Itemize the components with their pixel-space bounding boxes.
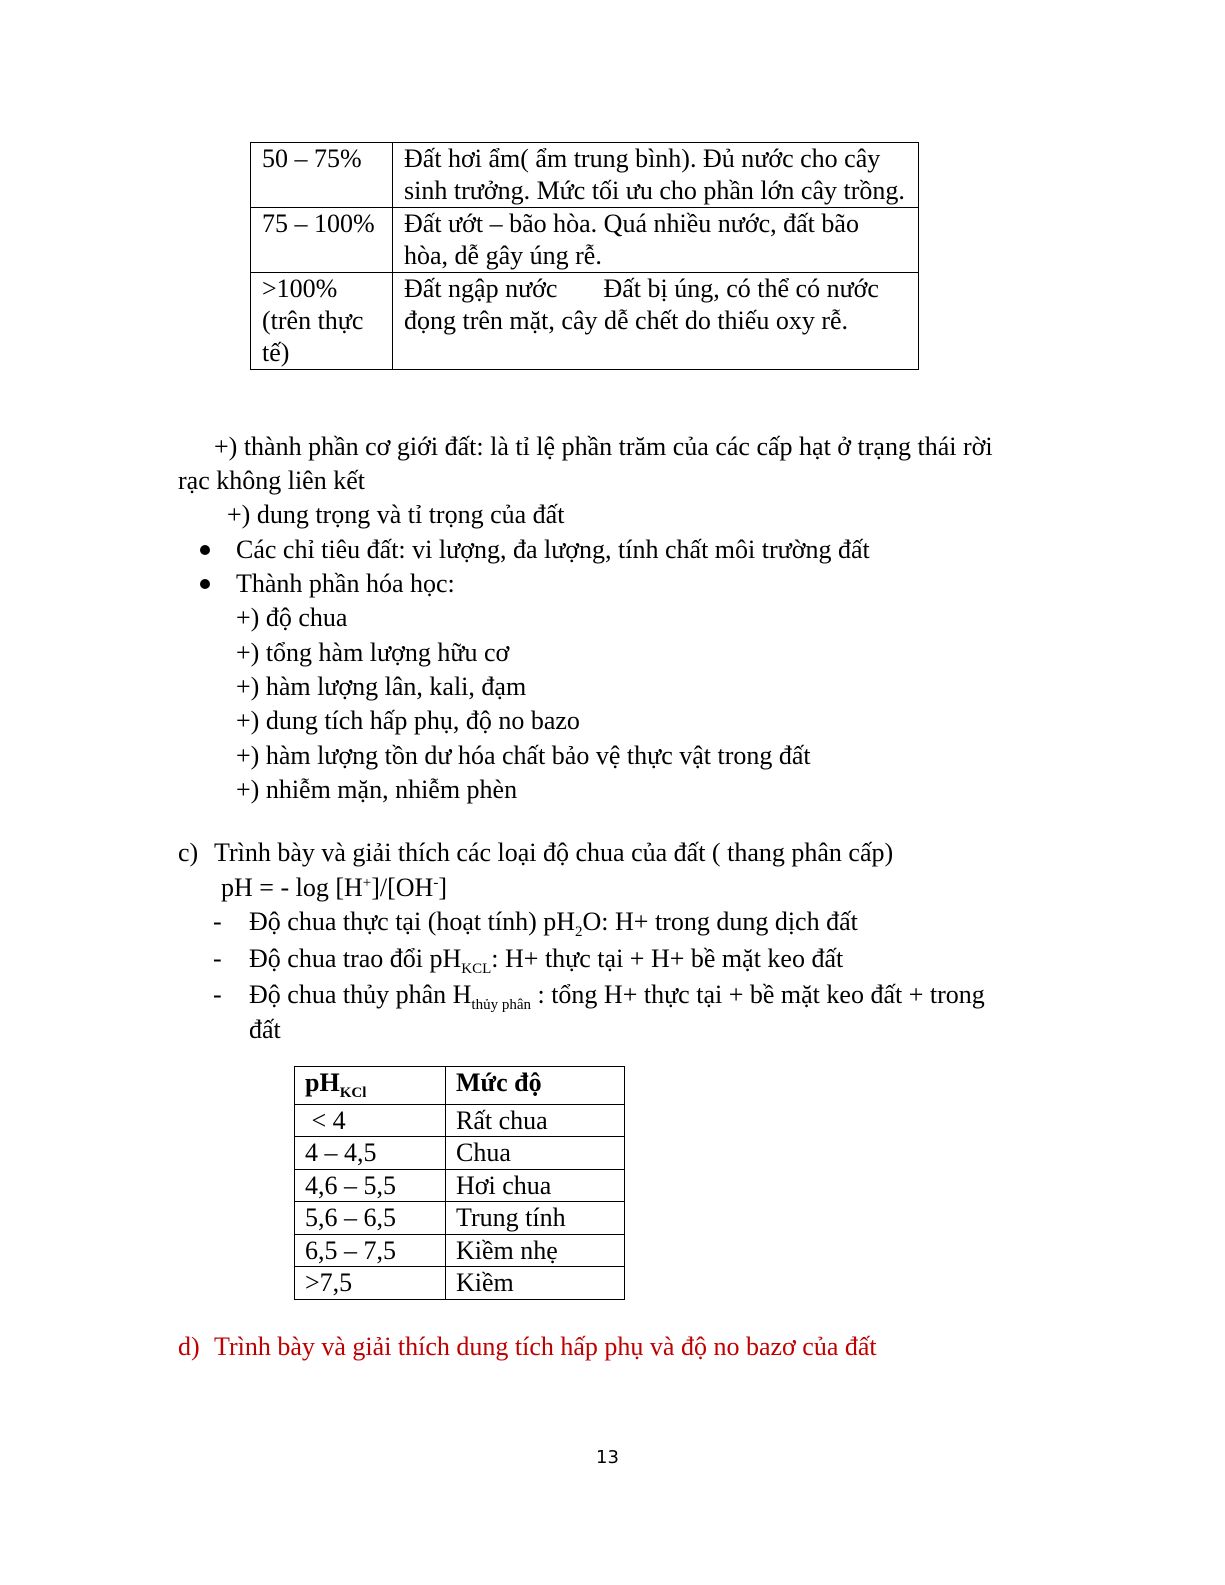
paragraph-line: +) dung trọng và tỉ trọng của đất xyxy=(227,500,565,529)
page-number: 13 xyxy=(596,1447,619,1468)
level-header-cell: Mức độ xyxy=(446,1067,625,1105)
paragraph-line: +) thành phần cơ giới đất: là tỉ lệ phần trăm của các cấp hạt ở trạng thái rời xyxy=(214,432,993,461)
ph-formula: pH = - log [H+]/[OH-] xyxy=(221,873,447,902)
moisture-range-cell: 75 – 100% xyxy=(251,208,393,273)
table-row xyxy=(295,1202,625,1235)
table-row xyxy=(295,1104,625,1137)
ph-cell: < 4 xyxy=(295,1104,446,1137)
level-cell: Trung tính xyxy=(446,1202,625,1235)
list-item: +) hàm lượng lân, kali, đạm xyxy=(236,672,527,701)
section-d-label: d) xyxy=(178,1332,200,1361)
table-row xyxy=(295,1169,625,1202)
list-item: +) nhiễm mặn, nhiễm phèn xyxy=(236,775,518,804)
acidity-item: Độ chua thực tại (hoạt tính) $pH_2O$: H+ trong dung dịch đất xyxy=(249,907,858,940)
ph-table xyxy=(294,1066,625,1300)
moisture-range-cell: >100% (trên thực tế) xyxy=(251,273,393,370)
list-item: +) tổng hàm lượng hữu cơ xyxy=(236,638,510,667)
dash-icon: - xyxy=(213,944,222,973)
dash-icon: - xyxy=(213,907,222,936)
table-header-row xyxy=(295,1067,625,1105)
level-cell: Chua xyxy=(446,1137,625,1170)
list-item: +) dung tích hấp phụ, độ no bazo xyxy=(236,706,580,735)
list-item: +) độ chua xyxy=(236,603,348,632)
ph-cell: 4,6 – 5,5 xyxy=(295,1169,446,1202)
table-row xyxy=(295,1234,625,1267)
list-item: +) hàm lượng tồn dư hóa chất bảo vệ thực vật trong đất xyxy=(236,741,811,770)
moisture-desc-part: Đất bị úng, có thể có nước đọng trên mặt, cây dễ chết do thiếu oxy rễ. xyxy=(404,274,879,335)
ph-cell: 5,6 – 6,5 xyxy=(295,1202,446,1235)
moisture-desc-cell: Đất hơi ẩm( ẩm trung bình). Đủ nước cho cây sinh trưởng. Mức tối ưu cho phần lớn cây trồng. xyxy=(393,143,919,208)
level-cell: Hơi chua xyxy=(446,1169,625,1202)
bullet-icon xyxy=(200,579,210,589)
table-row xyxy=(295,1137,625,1170)
ph-cell: >7,5 xyxy=(295,1267,446,1300)
ph-cell: 6,5 – 7,5 xyxy=(295,1234,446,1267)
moisture-desc-part: Đất ngập nước xyxy=(404,274,558,303)
moisture-desc-cell: Đất ướt – bão hòa. Quá nhiều nước, đất bão hòa, dễ gây úng rễ. xyxy=(393,208,919,273)
moisture-table xyxy=(250,142,919,370)
acidity-item-continuation: đất xyxy=(249,1015,281,1044)
table-row xyxy=(295,1267,625,1300)
moisture-range-cell: 50 – 75% xyxy=(251,143,393,208)
acidity-item: Độ chua trao đổi $pH_{KCL}$: H+ thực tại + H+ bề mặt keo đất xyxy=(249,944,844,977)
bullet-icon xyxy=(200,545,210,555)
level-cell: Kiềm xyxy=(446,1267,625,1300)
paragraph-line: rạc không liên kết xyxy=(178,466,365,495)
section-c-label: c) xyxy=(178,838,199,867)
acidity-item: Độ chua thủy phân $H_{thủy phân}$ : tổng H+ thực tại + bề mặt keo đất + trong xyxy=(249,980,985,1013)
section-c-title: Trình bày và giải thích các loại độ chua của đất ( thang phân cấp) xyxy=(214,838,894,867)
table-row xyxy=(251,273,919,370)
dash-icon: - xyxy=(213,980,222,1009)
ph-header-cell: $pH_{KCl}$ xyxy=(295,1067,446,1105)
moisture-desc-cell xyxy=(393,273,919,370)
level-cell: Rất chua xyxy=(446,1104,625,1137)
ph-cell: 4 – 4,5 xyxy=(295,1137,446,1170)
level-cell: Kiềm nhẹ xyxy=(446,1234,625,1267)
bullet-item: Thành phần hóa học: xyxy=(236,569,455,598)
table-row xyxy=(251,143,919,208)
section-d-title: Trình bày và giải thích dung tích hấp phụ và độ no bazơ của đất xyxy=(214,1332,877,1361)
bullet-item: Các chỉ tiêu đất: vi lượng, đa lượng, tính chất môi trường đất xyxy=(236,535,870,564)
table-row xyxy=(251,208,919,273)
